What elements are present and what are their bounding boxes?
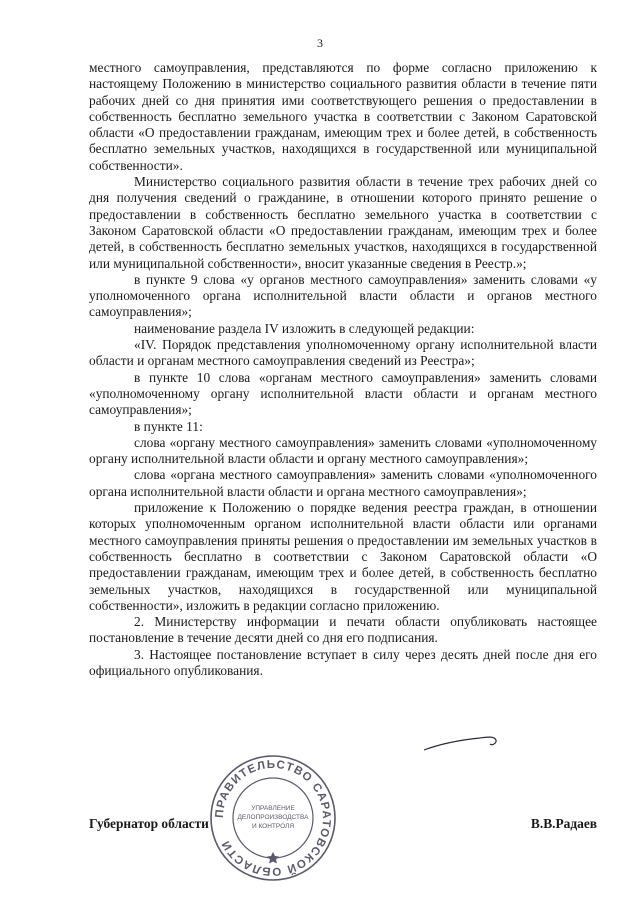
paragraph: местного самоуправления, представляются по форме согласно приложению к настоящему Положению в министерство социального развития области в течение пяти рабочих дней со дня принятия ими соответствующего решения о предоставлении в собственность бесплатно земельного участка в соответствии с Законом Саратовской области «О предоставлении гражданам, имеющим трех и более детей, в собственность бесплатно земельных участков, находящихся в государственной или муниципальной собственности». bbox=[89, 60, 597, 173]
signature-name: В.В.Радаев bbox=[530, 816, 597, 831]
page-number: 3 bbox=[317, 36, 323, 50]
document-body bbox=[89, 60, 597, 679]
paragraph: слова «органу местного самоуправления» заменить словами «уполномоченному органу исполнительной власти области и органу местного самоуправления»; bbox=[89, 434, 597, 467]
seal-star-icon bbox=[267, 852, 279, 864]
seal-inner-line: УПРАВЛЕНИЕ bbox=[251, 805, 295, 812]
paragraph: Министерство социального развития области в течение трех рабочих дней со дня получения сведений о гражданине, в отношении которого принято решение о предоставлении в собственность бесплатно земельного участка в соответствии с Законом Саратовской области «О предоставлении гражданам, имеющим трех и более детей, в собственность бесплатно земельных участков, находящихся в государственной или муниципальной собственности», вносит указанные сведения в Реестр.»; bbox=[89, 174, 597, 271]
paragraph: 3. Настоящее постановление вступает в силу через десять дней после дня его официального опубликования. bbox=[89, 646, 597, 678]
seal-ring-text: ПРАВИТЕЛЬСТВО САРАТОВСКОЙ ОБЛАСТИ bbox=[213, 758, 333, 878]
paragraph: наименование раздела IV изложить в следующей редакции: bbox=[134, 320, 475, 336]
paragraph: «IV. Порядок представления уполномоченному органу исполнительной власти области и органам местного самоуправления сведений из Реестра»; bbox=[89, 337, 597, 369]
paragraph: приложение к Положению о порядке ведения реестра граждан, в отношении которых уполномоченным органом исполнительной власти области или органами местного самоуправления приняты решения о предоставлении им земельных участков в собственность бесплатно в соответствии с Законом Саратовской области «О предоставлении гражданам, имеющим трех и более детей, в собственность бесплатно земельных участков, находящихся в государственной или муниципальной собственности», изложить в редакции согласно приложению. bbox=[89, 500, 597, 613]
paragraph: в пункте 10 слова «органам местного самоуправления» заменить словами «уполномоченному органу исполнительной власти области и органам местного самоуправления»; bbox=[89, 369, 597, 418]
seal-inner-line: ДЕЛОПРОИЗВОДСТВА bbox=[237, 814, 309, 821]
paragraph: в пункте 11: bbox=[134, 418, 203, 434]
signature-title: Губернатор области bbox=[89, 816, 209, 831]
official-seal bbox=[207, 752, 339, 884]
paragraph: 2. Министерству информации и печати области опубликовать настоящее постановление в течение десяти дней со дня его подписания. bbox=[89, 614, 597, 646]
seal-inner-line: И КОНТРОЛЯ bbox=[251, 823, 295, 830]
paragraph: слова «органа местного самоуправления» заменить словами «уполномоченного органа исполнительной власти области и органа местного самоуправления»; bbox=[89, 467, 597, 499]
paragraph: в пункте 9 слова «у органов местного самоуправления» заменить словами «у уполномоченного органа исполнительной власти области и органов местного самоуправления»; bbox=[89, 271, 597, 320]
handwritten-signature bbox=[420, 728, 500, 758]
